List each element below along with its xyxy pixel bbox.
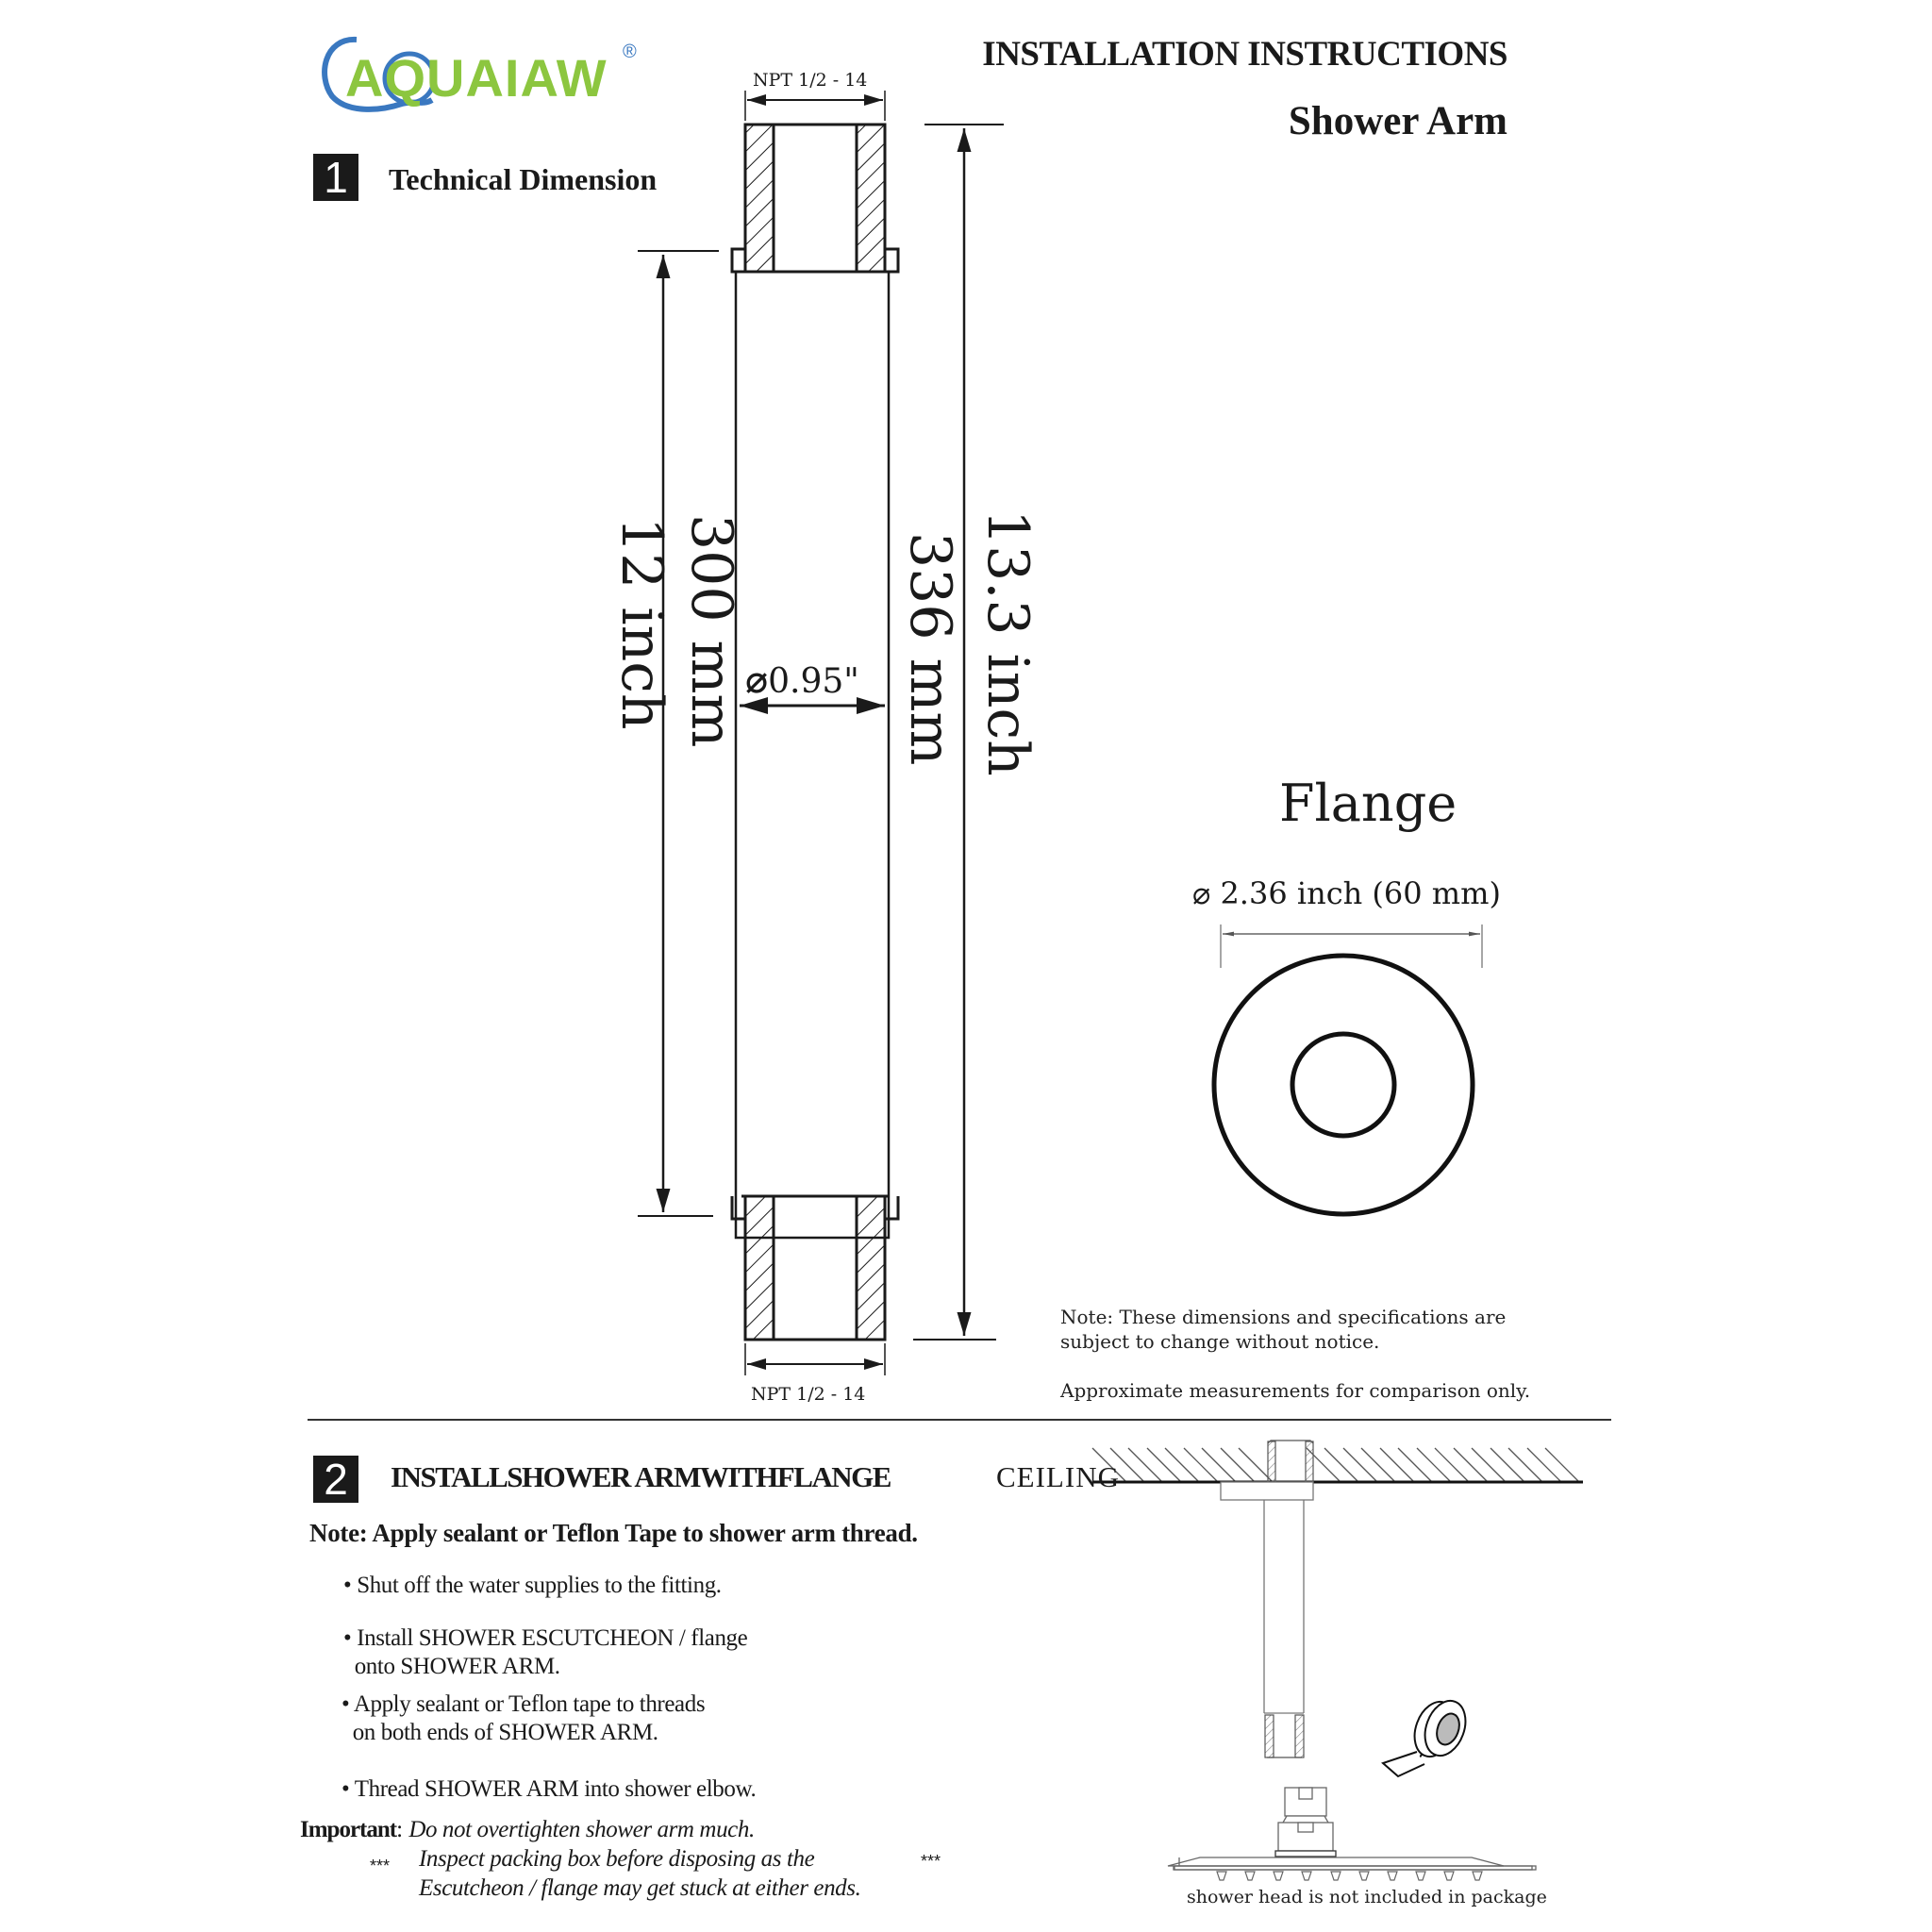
thread-spec-top: NPT 1/2 - 14: [753, 70, 868, 91]
flange-diameter-value: 2.36 inch (60 mm): [1220, 875, 1501, 911]
instruction-line: on both ends of SHOWER ARM.: [341, 1720, 658, 1745]
step-1-badge: 1: [313, 154, 358, 201]
important-line: Escutcheon / flange may get stuck at either ends.: [419, 1875, 861, 1901]
instruction-item: [341, 1690, 705, 1747]
note-line: Approximate measurements for comparison only.: [1060, 1379, 1531, 1402]
total-length-mm-label: 336 mm: [897, 532, 963, 766]
important-text: Do not overtighten shower arm much.: [408, 1817, 755, 1842]
flange-diameter-label: [1192, 875, 1501, 911]
body-length-inch-label: 12 inch: [608, 517, 675, 730]
brand-name: AQUAIAW: [345, 48, 608, 108]
instruction-line: • Thread SHOWER ARM into shower elbow.: [341, 1776, 757, 1802]
step-1-title: Technical Dimension: [389, 162, 658, 196]
flange-drawing: [1214, 924, 1482, 1214]
arm-diameter-label: [745, 658, 859, 702]
teflon-tape-icon: [1383, 1695, 1473, 1776]
instruction-item: [341, 1775, 756, 1804]
diameter-icon: ⌀: [745, 658, 769, 702]
registered-mark: ®: [623, 42, 637, 62]
important-label: Important: [300, 1817, 397, 1842]
body-length-mm-label: 300 mm: [678, 514, 744, 748]
asterisks-right: ***: [921, 1852, 941, 1871]
document-subtitle: Shower Arm: [1288, 99, 1507, 143]
total-length-inch-label: 13.3 inch: [974, 509, 1041, 776]
sealant-note: Note: Apply sealant or Teflon Tape to shower arm thread.: [309, 1519, 918, 1547]
instruction-line: • Shut off the water supplies to the fitting.: [343, 1573, 722, 1598]
important-text-continued: [419, 1844, 860, 1903]
diameter-icon: ⌀: [1192, 875, 1211, 911]
brand-logo: [319, 34, 649, 113]
note-line: subject to change without notice.: [1060, 1330, 1380, 1353]
asterisks-left: ***: [370, 1857, 391, 1875]
step-2-badge: 2: [313, 1456, 358, 1503]
important-colon: :: [396, 1817, 409, 1842]
shower-head-footnote: shower head is not included in package: [1187, 1887, 1547, 1907]
arm-diameter-value: 0.95": [768, 662, 859, 701]
document-title: INSTALLATION INSTRUCTIONS: [982, 35, 1507, 74]
step-2-title: INSTALLSHOWER ARMWITHFLANGE: [391, 1460, 891, 1493]
instruction-line: • Install SHOWER ESCUTCHEON / flange: [343, 1625, 748, 1651]
important-line: Inspect packing box before disposing as the: [419, 1846, 815, 1872]
instruction-line: onto SHOWER ARM.: [343, 1654, 560, 1679]
install-diagram: [1092, 1441, 1583, 1880]
dimension-notes: [1060, 1305, 1530, 1403]
flange-title: Flange: [1279, 774, 1457, 833]
important-note: [300, 1815, 755, 1844]
instruction-item: [343, 1572, 722, 1600]
instruction-item: [343, 1624, 747, 1681]
ceiling-label: CEILING: [996, 1460, 1120, 1493]
note-line: Note: These dimensions and specifications are: [1060, 1306, 1507, 1328]
instruction-line: • Apply sealant or Teflon tape to threads: [341, 1691, 706, 1717]
thread-spec-bottom: NPT 1/2 - 14: [751, 1384, 866, 1405]
